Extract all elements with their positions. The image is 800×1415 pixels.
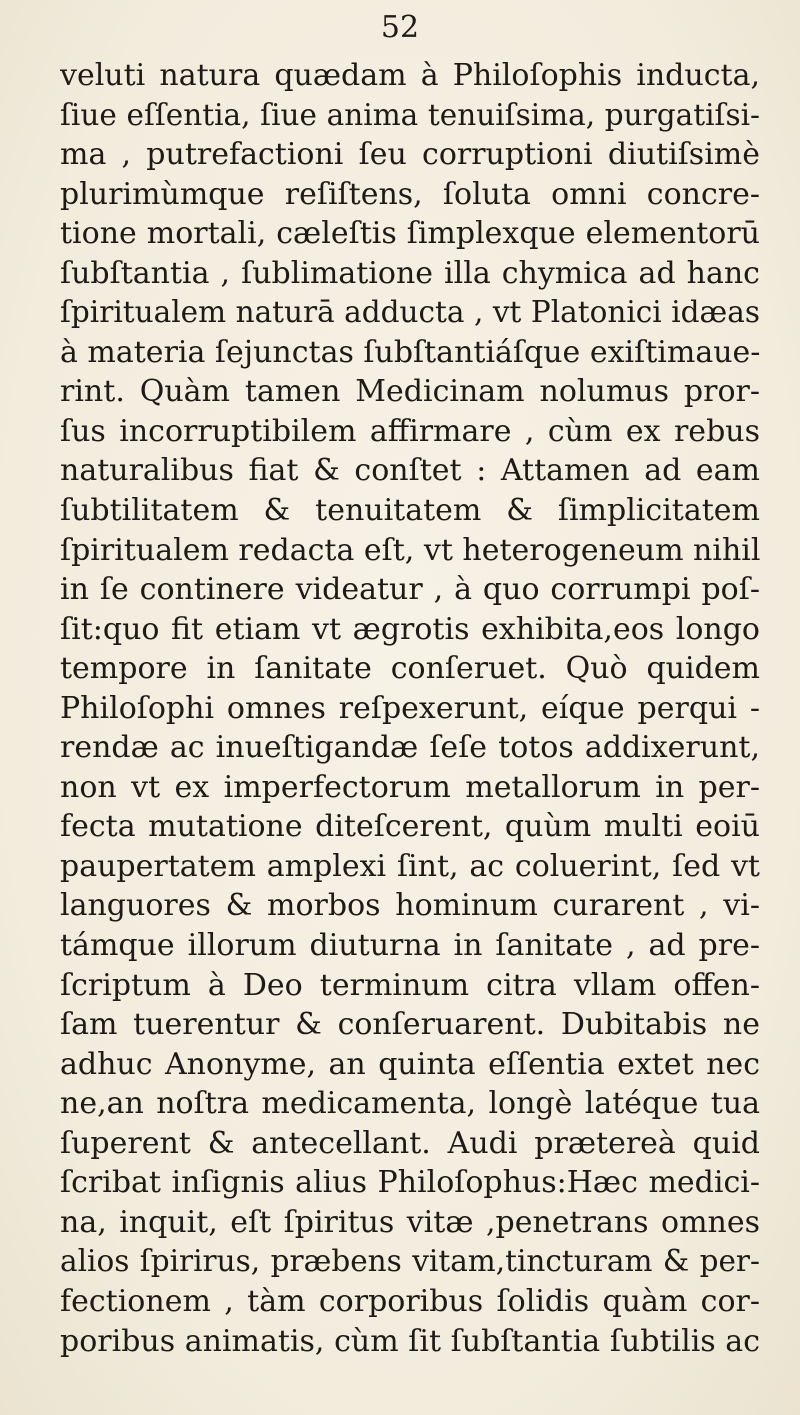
text-line: ſit:quo fit etiam vt ægrotis exhibita,eos longo	[60, 611, 760, 647]
text-line: rendæ ac inueſtigandæ ſeſe totos addixerunt,	[60, 730, 760, 766]
text-line: poribus animatis, cùm ſit ſubſtantia ſubtilis ac	[60, 1323, 760, 1359]
text-line: na, inquit, eſt ſpiritus vitæ ,penetrans omnes	[60, 1204, 760, 1240]
text-line: rint. Quàm tamen Medicinam nolumus pror-	[60, 374, 760, 410]
text-line: fecta mutatione diteſcerent, quùm multi eoiū	[60, 809, 760, 845]
text-line: ſpiritualem naturā adducta , vt Platonici idæas	[60, 295, 760, 330]
text-line: Philoſophi omnes reſpexerunt, eíque perqui -	[60, 690, 760, 726]
text-line: ſubtilitatem & tenuitatem & ſimplicitatem	[60, 493, 760, 529]
text-line: ſpiritualem redacta eſt, vt heterogeneum nihil	[60, 532, 760, 568]
text-line: plurimùmque reſiſtens, ſoluta omni concre-	[60, 176, 760, 212]
text-line: tempore in ſanitate conſeruet. Quò quidem	[60, 651, 760, 687]
text-line: ſus incorruptibilem affirmare , cùm ex rebus	[60, 413, 760, 449]
text-line: adhuc Anonyme, an quinta eſſentia extet nec	[60, 1046, 760, 1082]
text-line: ſcribat inſignis alius Philoſophus:Hæc medici-	[60, 1165, 760, 1201]
body-text	[60, 56, 760, 1361]
text-line: languores & morbos hominum curarent , vi-	[60, 888, 760, 924]
text-line: ſam tuerentur & conſeruarent. Dubitabis ne	[60, 1007, 760, 1043]
text-line: tione mortali, cæleſtis ſimplexque elementorū	[60, 216, 760, 252]
text-line: ſiue eſſentia, ſiue anima tenuiſsima, purgatiſsi-	[60, 97, 760, 132]
text-line: ſuperent & antecellant. Audi prætereà quid	[60, 1125, 760, 1161]
text-line: ſubſtantia , ſublimatione illa chymica ad hanc	[60, 255, 760, 291]
text-line: à materia ſejunctas ſubſtantiáſque exiſtimaue-	[60, 334, 760, 370]
text-line: naturalibus fiat & conſtet : Attamen ad eam	[60, 453, 760, 489]
text-line: ne,an noſtra medicamenta, longè latéque tua	[60, 1086, 760, 1122]
text-line: alios ſpirirus, præbens vitam,tincturam & per-	[60, 1244, 760, 1279]
text-line: ſcriptum à Deo terminum citra vllam offen-	[60, 967, 760, 1003]
text-line: ma , putrefactioni ſeu corruptioni diutiſsimè	[60, 137, 760, 173]
text-line: fectionem , tàm corporibus ſolidis quàm cor-	[60, 1283, 760, 1319]
text-line: non vt ex imperfectorum metallorum in per-	[60, 769, 760, 805]
text-line: in ſe continere videatur , à quo corrumpi poſ-	[60, 572, 760, 608]
text-line: paupertatem amplexi ſint, ac coluerint, ſed vt	[60, 848, 760, 884]
text-line: támque illorum diuturna in ſanitate , ad pre-	[60, 928, 760, 964]
text-line: veluti natura quædam à Philoſophis inducta,	[60, 58, 760, 93]
page-number: 52	[380, 10, 420, 45]
